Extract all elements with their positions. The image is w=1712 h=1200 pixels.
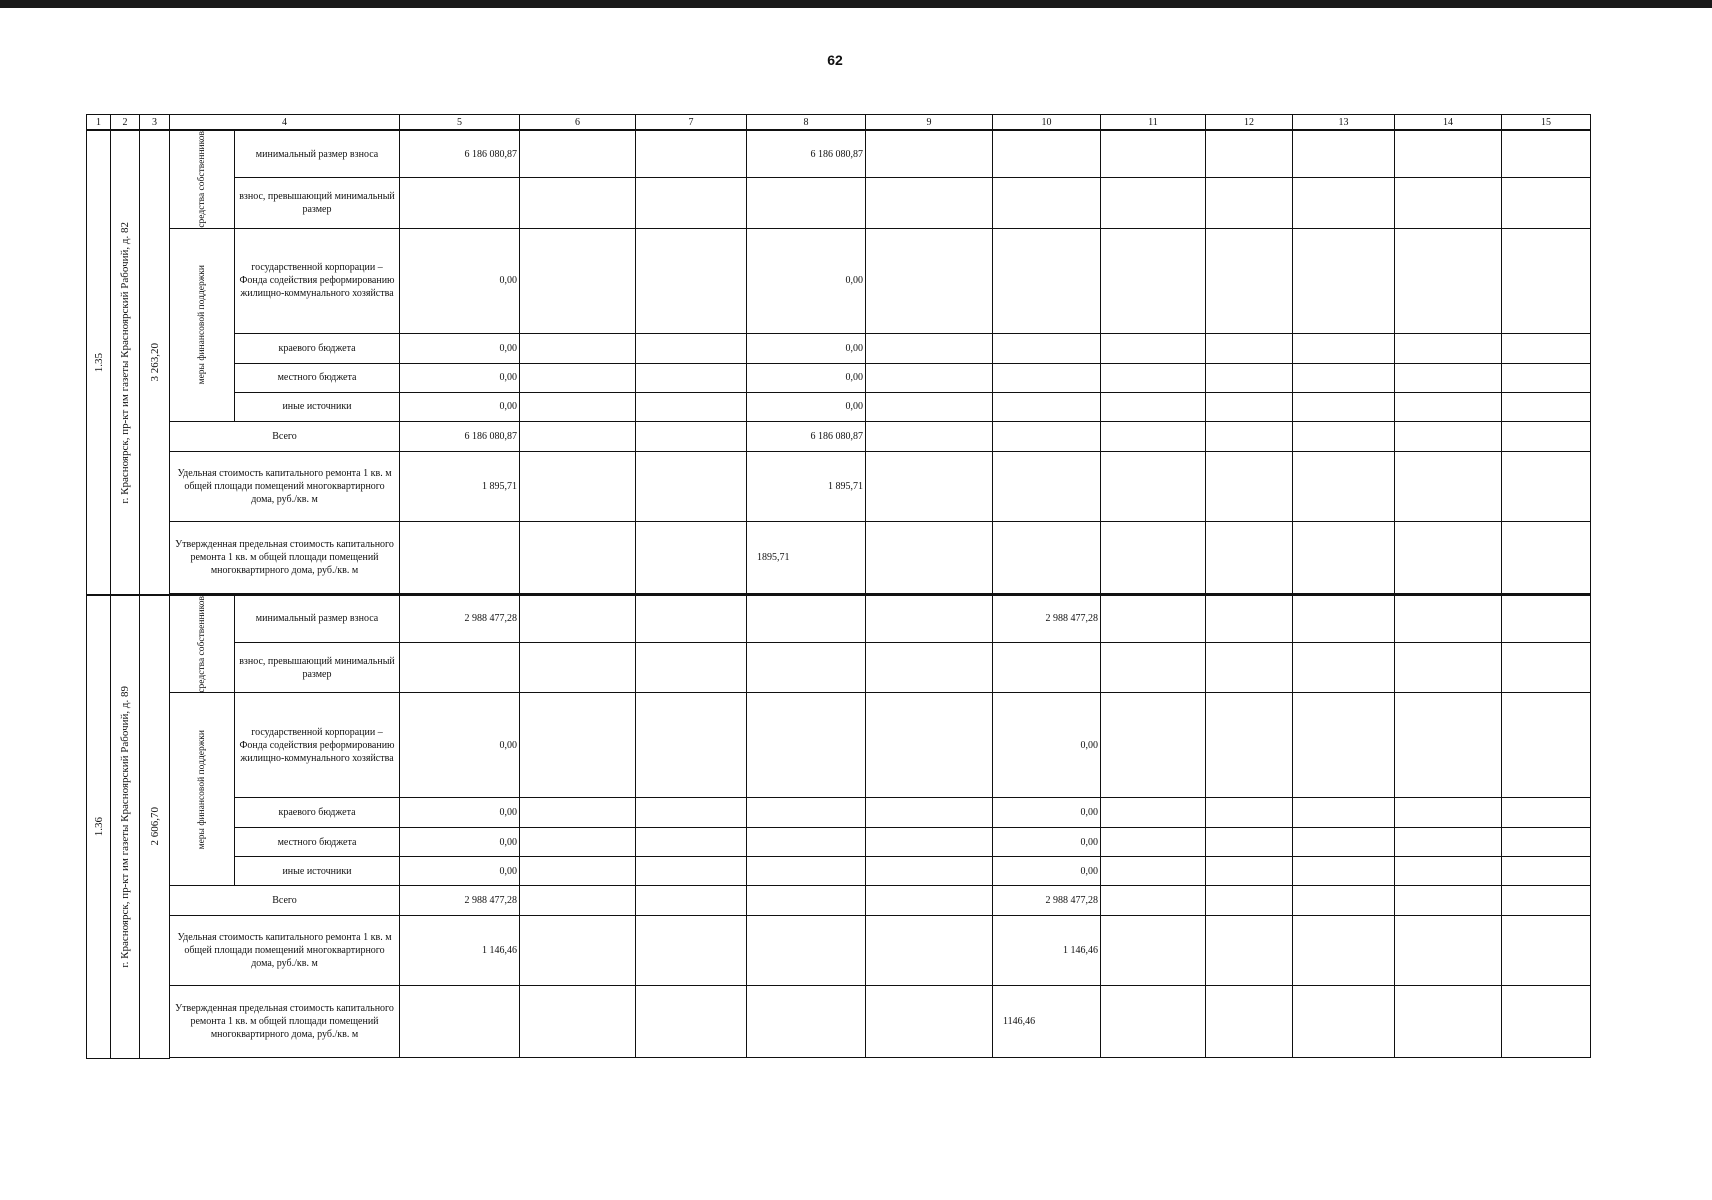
- table-row: [87, 886, 1591, 916]
- col-header-4: 4: [170, 115, 400, 131]
- support-group-label: меры финансовой поддержки: [197, 729, 207, 850]
- value-cell: 6 186 080,87: [747, 421, 866, 451]
- value-cell: 2 988 477,28: [993, 886, 1101, 916]
- value-cell: 0,00: [400, 363, 520, 392]
- col-header-1: 1: [87, 115, 111, 131]
- col-header-9: 9: [866, 115, 993, 131]
- table-row: [87, 392, 1591, 421]
- total-label: Всего: [170, 421, 400, 451]
- record-number-cell: [87, 595, 111, 1059]
- over-min-label: взнос, превышающий минимальный размер: [235, 178, 400, 229]
- min-contribution-label: минимальный размер взноса: [235, 130, 400, 178]
- value-cell: 6 186 080,87: [400, 421, 520, 451]
- record-number: 1.36: [92, 817, 105, 837]
- value-cell: 0,00: [400, 828, 520, 857]
- over-min-label: взнос, превышающий минимальный размер: [235, 642, 400, 693]
- value-cell: 1 146,46: [400, 916, 520, 986]
- record-area: 3 263,20: [148, 343, 161, 382]
- col-header-5: 5: [400, 115, 520, 131]
- other-sources-label: иные источники: [235, 857, 400, 886]
- value-cell: 0,00: [993, 828, 1101, 857]
- owners-group-cell: [170, 130, 235, 228]
- state-corp-label: государственной корпорации – Фонда содействия реформированию жилищно-коммунального хозяйства: [235, 228, 400, 333]
- table-row: [87, 595, 1591, 643]
- state-corp-label: государственной корпорации – Фонда содействия реформированию жилищно-коммунального хозяйства: [235, 693, 400, 798]
- table-row: [87, 693, 1591, 798]
- value-cell: 0,00: [400, 228, 520, 333]
- record-area-cell: [140, 595, 170, 1059]
- record-number-cell: [87, 130, 111, 595]
- support-group-cell: [170, 693, 235, 886]
- other-sources-label: иные источники: [235, 392, 400, 421]
- table-row: [87, 857, 1591, 886]
- value-cell: 0,00: [747, 363, 866, 392]
- value-cell: 2 988 477,28: [993, 595, 1101, 643]
- record-number: 1.35: [92, 352, 105, 372]
- table-row: [87, 828, 1591, 857]
- record-address-cell: [111, 595, 140, 1059]
- table-row: [87, 986, 1591, 1058]
- repair-cost-table: [86, 114, 1591, 1059]
- scan-top-edge: [0, 0, 1712, 8]
- column-number-row: [87, 115, 1591, 131]
- value-cell: 2 988 477,28: [400, 886, 520, 916]
- total-label: Всего: [170, 886, 400, 916]
- value-cell: 0,00: [747, 392, 866, 421]
- owners-group-label: средства собственников: [197, 131, 207, 228]
- value-cell: 2 988 477,28: [400, 595, 520, 643]
- col-header-15: 15: [1502, 115, 1591, 131]
- limit-cost-label: Утвержденная предельная стоимость капитального ремонта 1 кв. м общей площади помещений многоквартирного дома, руб./кв. м: [170, 986, 400, 1058]
- record-address: г. Красноярск, пр-кт им газеты Красноярский Рабочий, д. 89: [119, 685, 131, 968]
- table-row: [87, 521, 1591, 593]
- table-row: [87, 642, 1591, 693]
- support-group-cell: [170, 228, 235, 421]
- record-area: 2 606,70: [148, 807, 161, 846]
- value-cell: 0,00: [747, 228, 866, 333]
- local-budget-label: местного бюджета: [235, 363, 400, 392]
- table-row: [87, 363, 1591, 392]
- col-header-10: 10: [993, 115, 1101, 131]
- col-header-2: 2: [111, 115, 140, 131]
- record-address-cell: [111, 130, 140, 595]
- value-cell: 0,00: [400, 857, 520, 886]
- value-cell: 1895,71: [747, 521, 866, 593]
- local-budget-label: местного бюджета: [235, 828, 400, 857]
- table-row: [87, 130, 1591, 178]
- col-header-14: 14: [1395, 115, 1502, 131]
- support-group-label: меры финансовой поддержки: [197, 264, 207, 385]
- col-header-6: 6: [520, 115, 636, 131]
- col-header-11: 11: [1101, 115, 1206, 131]
- table-row: [87, 421, 1591, 451]
- value-cell: 1146,46: [993, 986, 1101, 1058]
- owners-group-label: средства собственников: [197, 595, 207, 693]
- value-cell: 0,00: [993, 798, 1101, 828]
- col-header-8: 8: [747, 115, 866, 131]
- col-header-3: 3: [140, 115, 170, 131]
- record-address: г. Красноярск, пр-кт им газеты Красноярский Рабочий, д. 82: [119, 221, 131, 504]
- table-row: [87, 798, 1591, 828]
- value-cell: 0,00: [400, 693, 520, 798]
- unit-cost-label: Удельная стоимость капитального ремонта 1 кв. м общей площади помещений многоквартирного дома, руб./кв. м: [170, 916, 400, 986]
- col-header-12: 12: [1206, 115, 1293, 131]
- value-cell: 0,00: [400, 798, 520, 828]
- value-cell: 1 895,71: [747, 451, 866, 521]
- page-number: 62: [827, 52, 843, 68]
- value-cell: 1 895,71: [400, 451, 520, 521]
- regional-budget-label: краевого бюджета: [235, 798, 400, 828]
- value-cell: 0,00: [400, 392, 520, 421]
- limit-cost-label: Утвержденная предельная стоимость капитального ремонта 1 кв. м общей площади помещений многоквартирного дома, руб./кв. м: [170, 521, 400, 593]
- table-row: [87, 451, 1591, 521]
- value-cell: 6 186 080,87: [400, 130, 520, 178]
- col-header-13: 13: [1293, 115, 1395, 131]
- value-cell: 0,00: [400, 333, 520, 363]
- record-area-cell: [140, 130, 170, 595]
- table-row: [87, 916, 1591, 986]
- value-cell: 0,00: [993, 693, 1101, 798]
- unit-cost-label: Удельная стоимость капитального ремонта 1 кв. м общей площади помещений многоквартирного дома, руб./кв. м: [170, 451, 400, 521]
- table-row: [87, 178, 1591, 229]
- table-row: [87, 333, 1591, 363]
- min-contribution-label: минимальный размер взноса: [235, 595, 400, 643]
- col-header-7: 7: [636, 115, 747, 131]
- owners-group-cell: [170, 595, 235, 693]
- table-row: [87, 228, 1591, 333]
- value-cell: 0,00: [993, 857, 1101, 886]
- value-cell: 6 186 080,87: [747, 130, 866, 178]
- value-cell: 1 146,46: [993, 916, 1101, 986]
- value-cell: 0,00: [747, 333, 866, 363]
- regional-budget-label: краевого бюджета: [235, 333, 400, 363]
